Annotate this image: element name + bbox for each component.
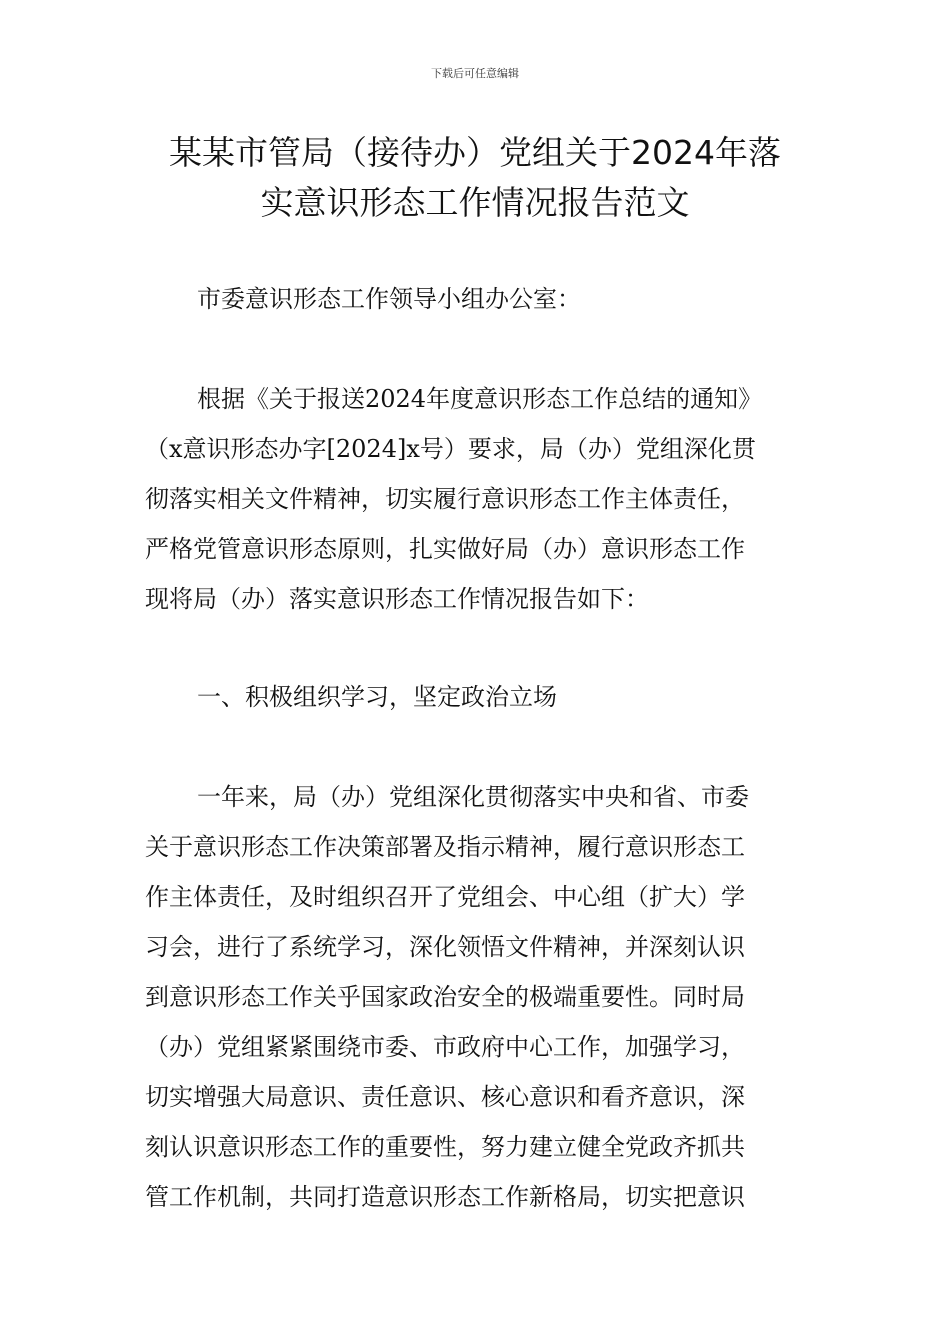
paragraph-line: 刻认识意识形态工作的重要性，努力建立健全党政齐抓共 xyxy=(145,1133,745,1161)
section-heading-1 xyxy=(145,672,810,722)
paragraph-line: 切实增强大局意识、责任意识、核心意识和看齐意识，深 xyxy=(145,1083,745,1111)
paragraph-line: 习会，进行了系统学习，深化领悟文件精神，并深刻认识 xyxy=(145,933,745,961)
paragraph-line: 彻落实相关文件精神，切实履行意识形态工作主体责任， xyxy=(145,485,745,513)
paragraph-line: 管工作机制，共同打造意识形态工作新格局，切实把意识 xyxy=(145,1183,745,1211)
title-line-2: 实意识形态工作情况报告范文 xyxy=(260,183,690,222)
title-line-1: 某某市管局（接待办）党组关于2024年落 xyxy=(169,133,781,172)
header-note: 下载后可任意编辑 xyxy=(431,67,519,80)
paragraph-intro xyxy=(145,374,810,624)
paragraph-line: 一年来，局（办）党组深化贯彻落实中央和省、市委 xyxy=(197,783,749,811)
paragraph-line: 根据《关于报送2024年度意识形态工作总结的通知》 xyxy=(197,385,763,413)
salutation xyxy=(145,274,810,324)
paragraph-line: 关于意识形态工作决策部署及指示精神，履行意识形态工 xyxy=(145,833,745,861)
paragraph-line: 作主体责任，及时组织召开了党组会、中心组（扩大）学 xyxy=(145,883,745,911)
salutation-line: 市委意识形态工作领导小组办公室： xyxy=(197,285,581,313)
paragraph-line: （办）党组紧紧围绕市委、市政府中心工作，加强学习， xyxy=(145,1033,745,1061)
paragraph-section-1 xyxy=(145,772,810,1222)
paragraph-line: 到意识形态工作关乎国家政治安全的极端重要性。同时局 xyxy=(145,983,745,1011)
section-heading-text: 一、积极组织学习，坚定政治立场 xyxy=(197,683,557,711)
paragraph-line: 严格党管意识形态原则，扎实做好局（办）意识形态工作 xyxy=(145,535,745,563)
paragraph-line: （x意识形态办字[2024]x号）要求，局（办）党组深化贯 xyxy=(145,435,756,463)
document-title xyxy=(120,128,830,228)
paragraph-line: 现将局（办）落实意识形态工作情况报告如下： xyxy=(145,585,649,613)
